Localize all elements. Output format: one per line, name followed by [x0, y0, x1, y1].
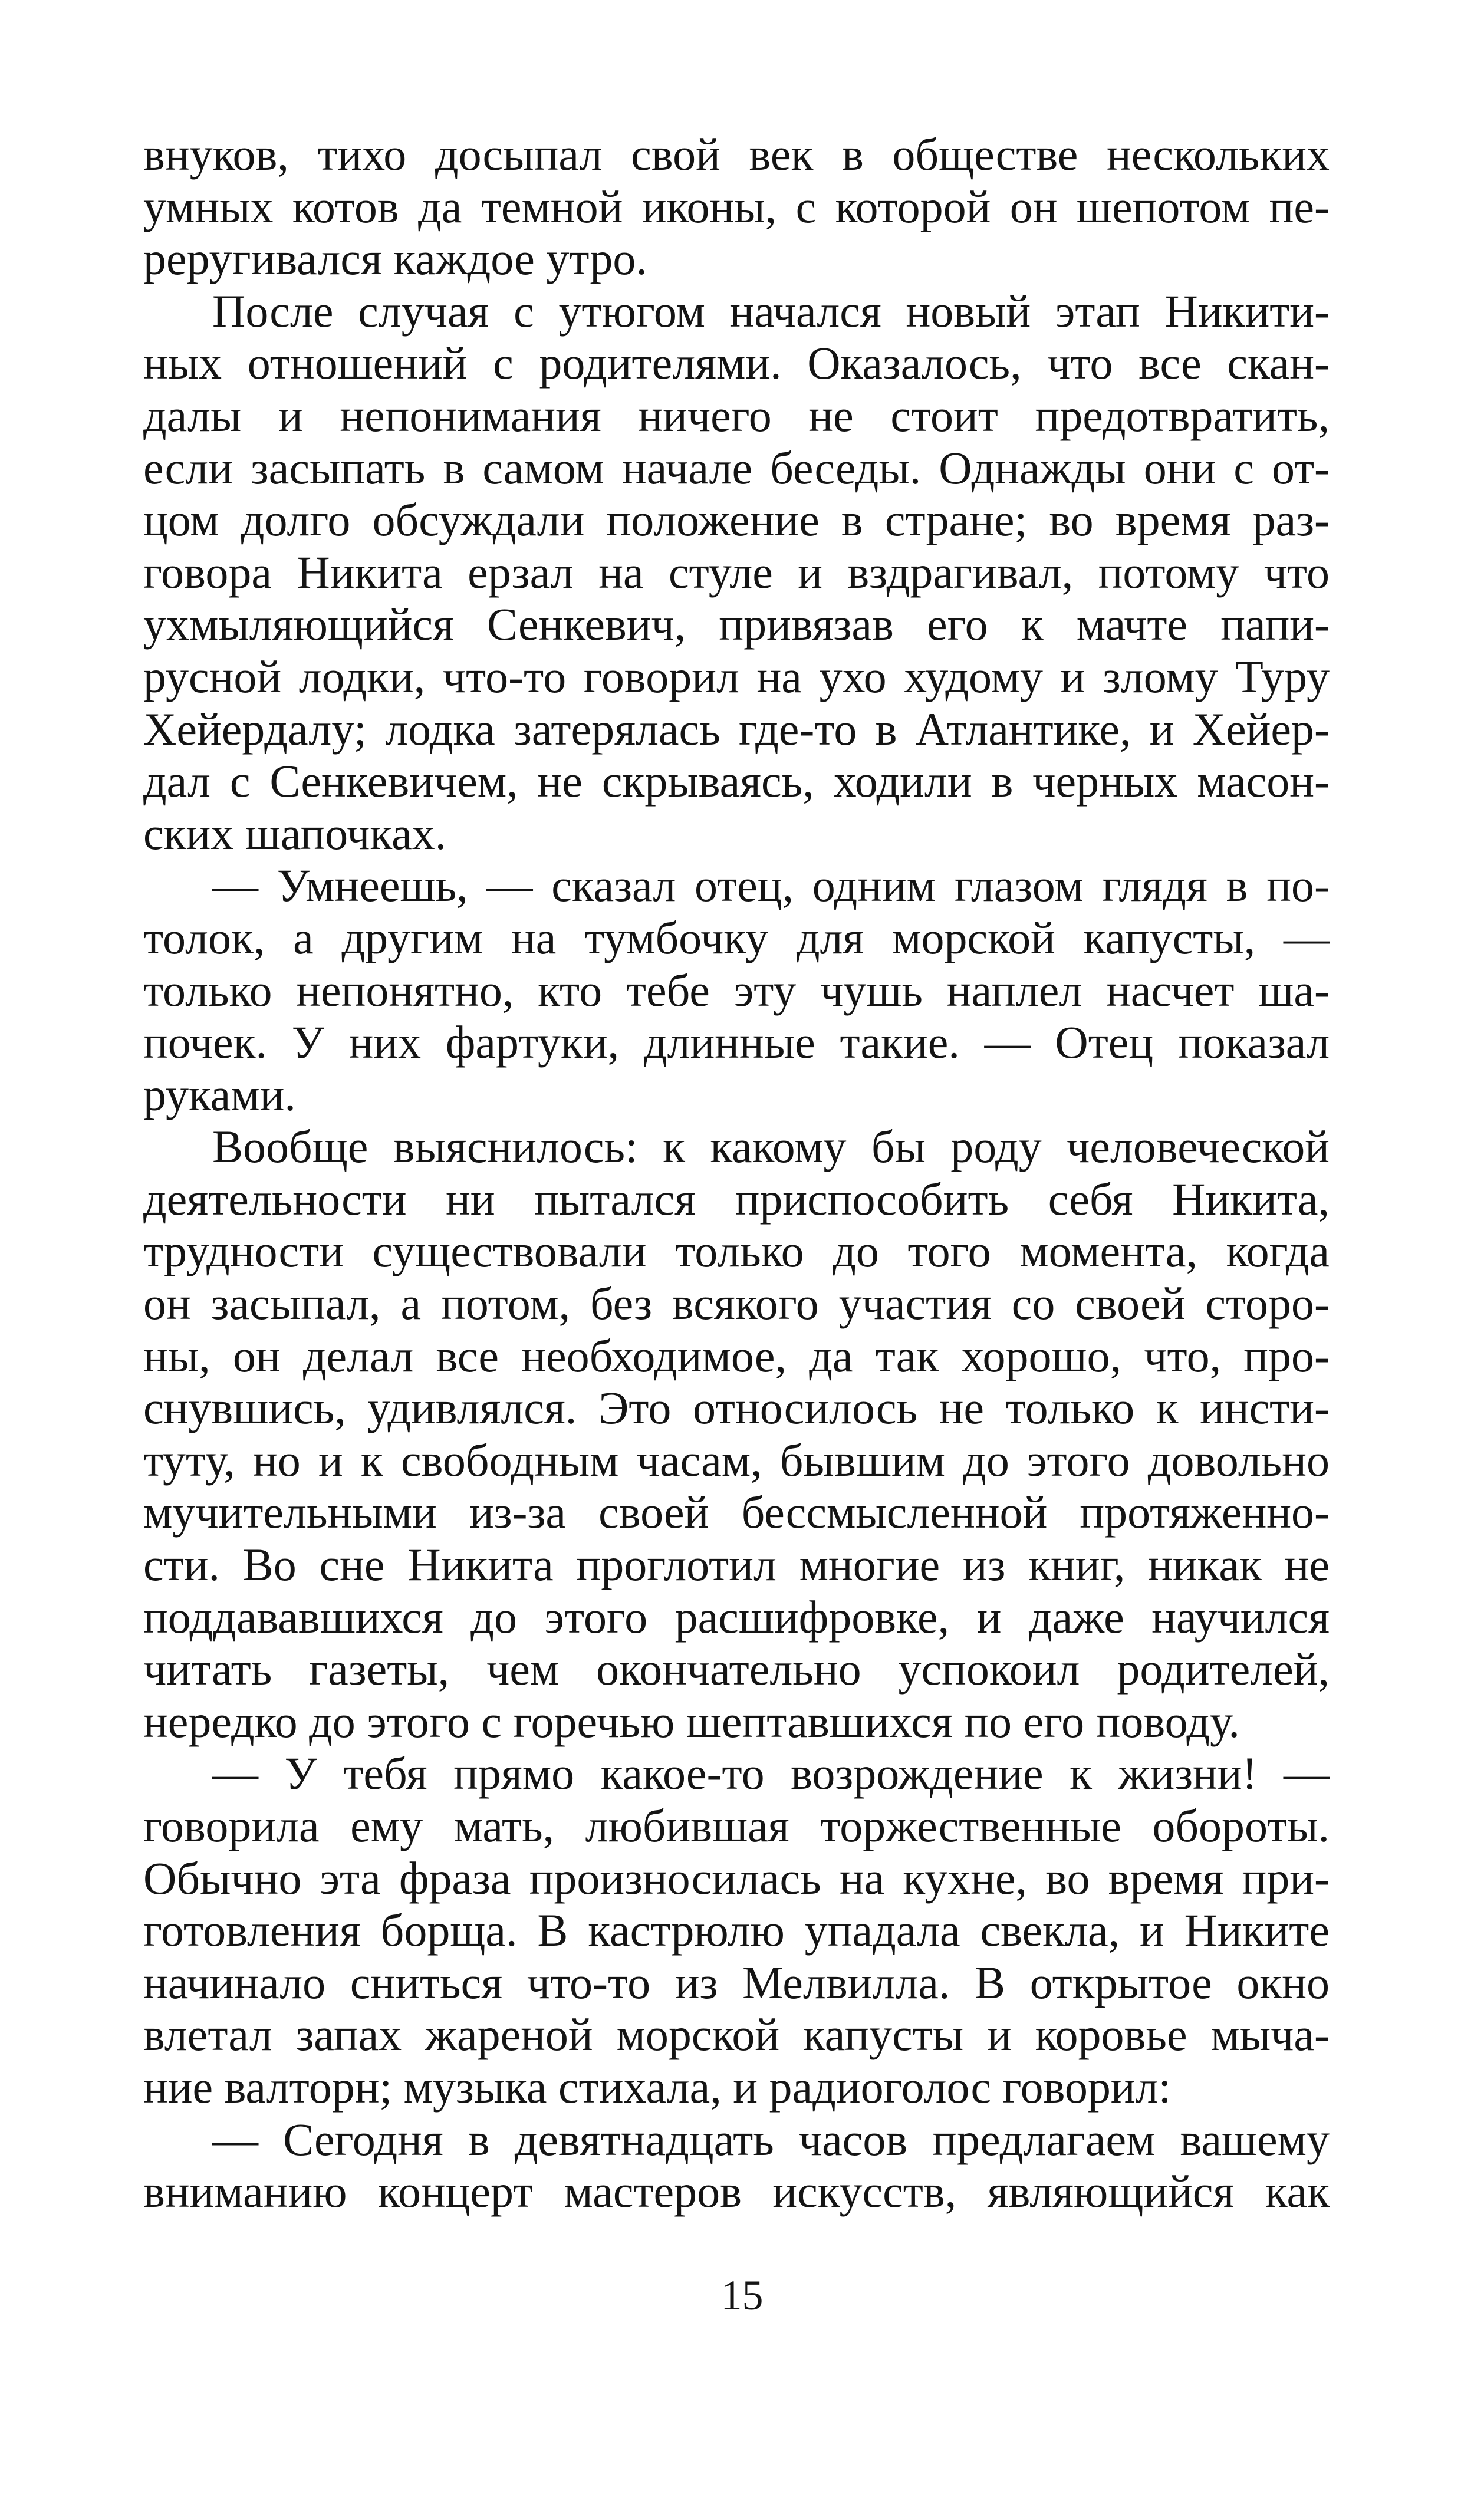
text-line: — Сегодня в девятнадцать часов предлагаем вашему — [212, 2113, 1330, 2165]
text-line: говорила ему мать, любившая торжественные обороты. — [143, 1800, 1330, 1851]
text-line: дал с Сенкевичем, не скрываясь, ходили в черных масон- — [143, 755, 1330, 807]
text-line: ухмыляющийся Сенкевич, привязав его к мачте папи- — [143, 598, 1330, 650]
text-line: реругивался каждое утро. — [143, 233, 647, 285]
text-line: туту, но и к свободным часам, бывшим до этого довольно — [143, 1434, 1330, 1486]
text-line: Вообще выяснилось: к какому бы роду человеческой — [212, 1121, 1330, 1173]
text-line: читать газеты, чем окончательно успокоил родителей, — [143, 1643, 1330, 1695]
text-line: он засыпал, а потом, без всякого участия со своей сторо- — [143, 1278, 1330, 1330]
text-line: — У тебя прямо какое-то возрождение к жизни! — — [212, 1748, 1330, 1799]
text-line: После случая с утюгом начался новый этап Никити- — [212, 285, 1330, 337]
text-line: сти. Во сне Никита проглотил многие из книг, никак не — [143, 1539, 1330, 1591]
text-line: — Умнеешь, — сказал отец, одним глазом глядя в по- — [212, 860, 1330, 912]
text-line: начинало сниться что-то из Мелвилла. В открытое окно — [143, 1956, 1330, 2008]
text-line: нередко до этого с горечью шептавшихся по его поводу. — [143, 1695, 1240, 1747]
text-line: снувшись, удивлялся. Это относилось не только к инсти- — [143, 1382, 1330, 1434]
text-line: только непонятно, кто тебе эту чушь наплел насчет ша- — [143, 964, 1330, 1016]
body-text — [143, 129, 1330, 2218]
page-number: 15 — [720, 2272, 764, 2319]
text-line: мучительными из-за своей бессмысленной протяженно- — [143, 1486, 1330, 1538]
text-line: деятельности ни пытался приспособить себя Никита, — [143, 1173, 1330, 1225]
text-line: ских шапочках. — [143, 807, 447, 859]
text-line: поддававшихся до этого расшифровке, и даже научился — [143, 1591, 1330, 1643]
text-line: руками. — [143, 1068, 296, 1120]
text-line: умных котов да темной иконы, с которой он шепотом пе- — [143, 180, 1330, 232]
text-line: Хейердалу; лодка затерялась где-то в Атлантике, и Хейер- — [143, 703, 1330, 755]
text-line: говора Никита ерзал на стуле и вздрагивал, потому что — [143, 546, 1330, 598]
text-line: цом долго обсуждали положение в стране; во время раз- — [143, 494, 1330, 546]
text-line: почек. У них фартуки, длинные такие. — Отец показал — [143, 1016, 1330, 1068]
text-line: если засыпать в самом начале беседы. Однажды они с от- — [143, 442, 1330, 493]
text-line: ны, он делал все необходимое, да так хорошо, что, про- — [143, 1330, 1330, 1381]
text-line: толок, а другим на тумбочку для морской капусты, — — [143, 912, 1330, 963]
text-line: внуков, тихо досыпал свой век в обществе нескольких — [143, 129, 1330, 180]
text-line: влетал запах жареной морской капусты и коровье мыча- — [143, 2009, 1330, 2061]
text-line: ных отношений с родителями. Оказалось, что все скан- — [143, 337, 1330, 389]
text-line: русной лодки, что-то говорил на ухо худому и злому Туру — [143, 650, 1330, 702]
text-line: вниманию концерт мастеров искусств, являющийся как — [143, 2166, 1330, 2218]
text-line: далы и непонимания ничего не стоит предотвратить, — [143, 389, 1330, 441]
text-line: трудности существовали только до того момента, когда — [143, 1225, 1330, 1277]
text-line: готовления борща. В кастрюлю упадала свекла, и Никите — [143, 1904, 1330, 1956]
text-line: ние валторн; музыка стихала, и радиоголос говорил: — [143, 2061, 1172, 2113]
text-line: Обычно эта фраза произносилась на кухне, во время при- — [143, 1852, 1330, 1904]
